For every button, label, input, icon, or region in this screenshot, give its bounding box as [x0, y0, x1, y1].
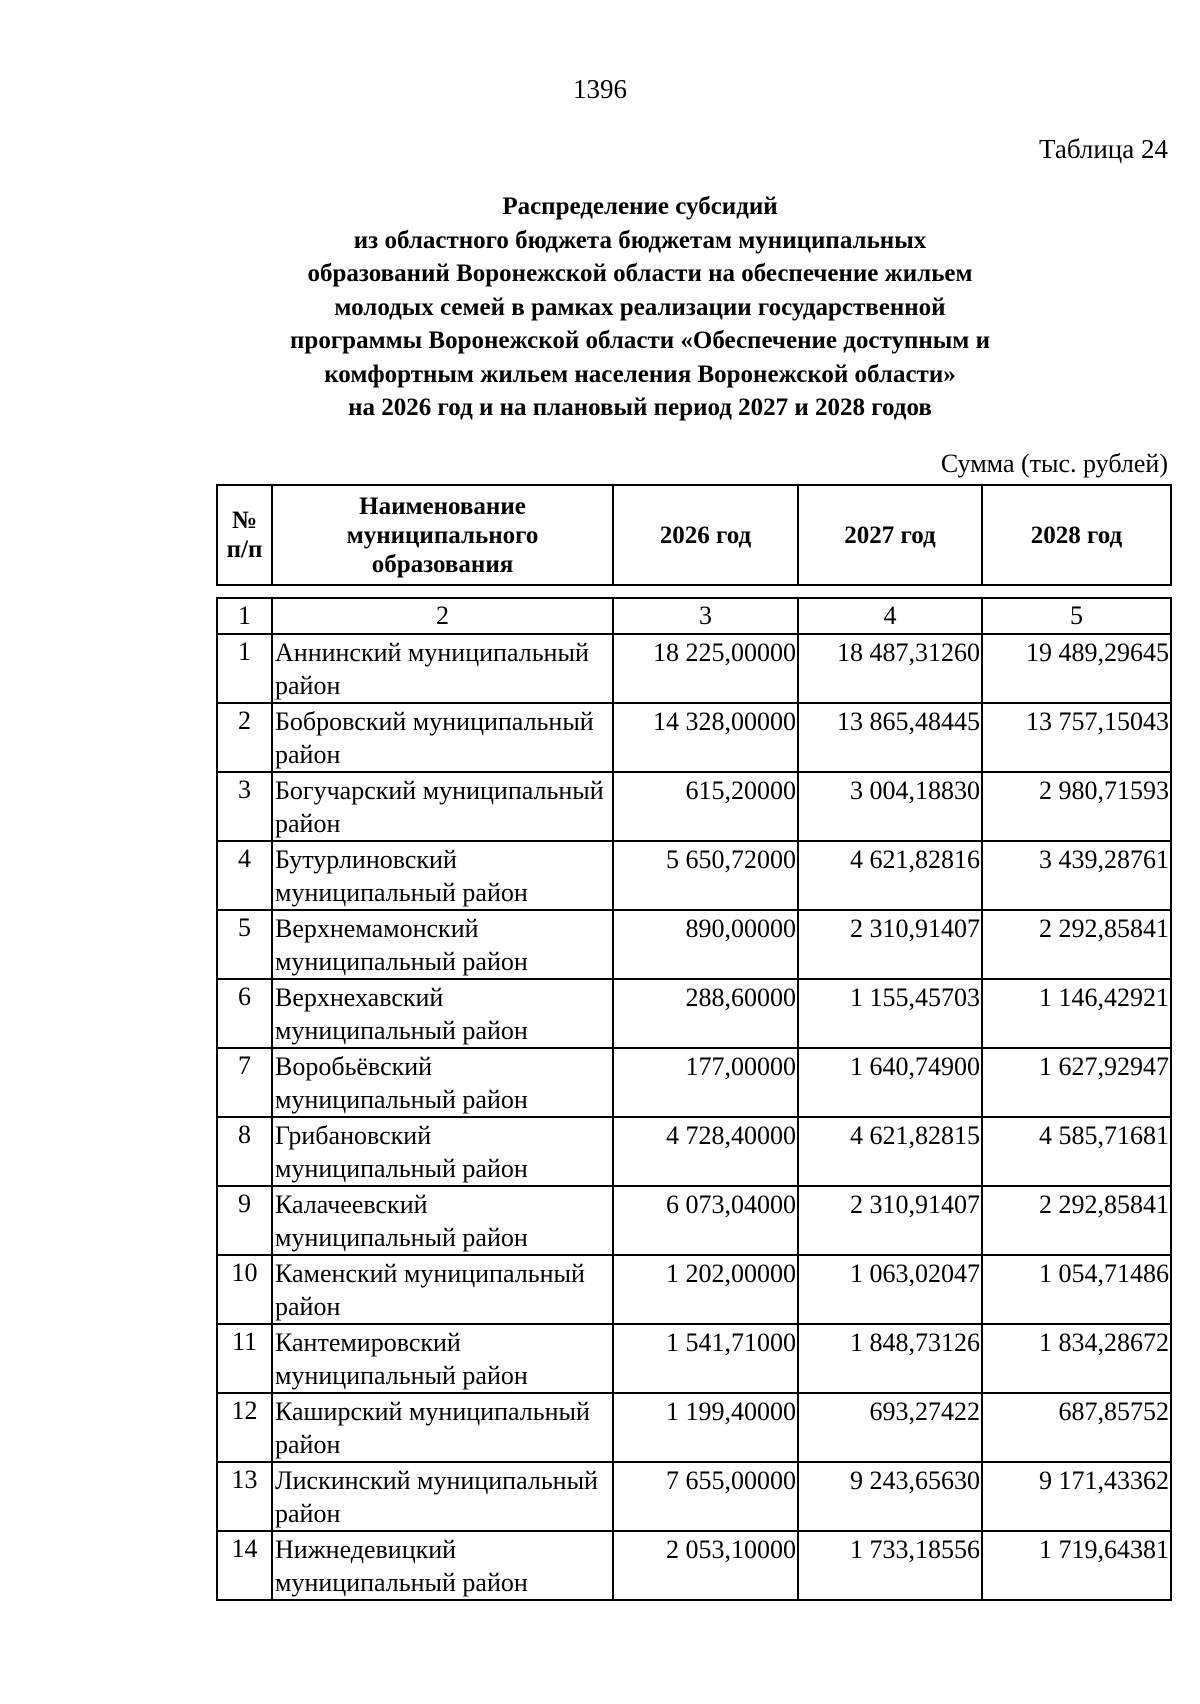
header-2027: 2027 год [798, 485, 982, 585]
value-2026: 2 053,10000 [613, 1531, 798, 1600]
value-2027: 1 640,74900 [798, 1048, 982, 1117]
table-title [220, 190, 1060, 425]
index-row [217, 598, 1171, 634]
page-number: 1396 [573, 74, 627, 104]
municipality-name: Нижнедевицкий муниципальный район [272, 1531, 613, 1600]
value-2027: 2 310,91407 [798, 910, 982, 979]
index-cell: 2 [272, 598, 613, 634]
municipality-name: Воробьёвский муниципальный район [272, 1048, 613, 1117]
value-2027: 1 733,18556 [798, 1531, 982, 1600]
value-2028: 2 980,71593 [982, 772, 1171, 841]
table-row [217, 703, 1171, 772]
index-cell: 4 [798, 598, 982, 634]
value-2026: 1 541,71000 [613, 1324, 798, 1393]
table-row [217, 910, 1171, 979]
table-row [217, 772, 1171, 841]
row-number: 2 [217, 703, 272, 772]
value-2028: 1 146,42921 [982, 979, 1171, 1048]
table-header [216, 484, 1172, 586]
table-label: Таблица 24 [1039, 134, 1168, 164]
table-row [217, 1117, 1171, 1186]
value-2028: 2 292,85841 [982, 1186, 1171, 1255]
value-2026: 890,00000 [613, 910, 798, 979]
header-2026: 2026 год [613, 485, 798, 585]
value-2027: 18 487,31260 [798, 634, 982, 703]
value-2027: 693,27422 [798, 1393, 982, 1462]
value-2028: 4 585,71681 [982, 1117, 1171, 1186]
value-2028: 2 292,85841 [982, 910, 1171, 979]
table-row [217, 1048, 1171, 1117]
value-2027: 9 243,65630 [798, 1462, 982, 1531]
row-number: 9 [217, 1186, 272, 1255]
row-number: 5 [217, 910, 272, 979]
row-number: 13 [217, 1462, 272, 1531]
municipality-name: Аннинский муниципальный район [272, 634, 613, 703]
row-number: 3 [217, 772, 272, 841]
table-row [217, 1531, 1171, 1600]
value-2027: 1 063,02047 [798, 1255, 982, 1324]
value-2026: 615,20000 [613, 772, 798, 841]
row-number: 14 [217, 1531, 272, 1600]
row-number: 10 [217, 1255, 272, 1324]
title-line: Распределение субсидий [502, 193, 778, 220]
value-2026: 5 650,72000 [613, 841, 798, 910]
value-2028: 9 171,43362 [982, 1462, 1171, 1531]
value-2026: 1 202,00000 [613, 1255, 798, 1324]
value-2026: 18 225,00000 [613, 634, 798, 703]
table-row [217, 1186, 1171, 1255]
header-name: Наименование муниципального образования [272, 485, 613, 585]
municipality-name: Каширский муниципальный район [272, 1393, 613, 1462]
municipality-name: Верхнехавский муниципальный район [272, 979, 613, 1048]
value-2027: 1 848,73126 [798, 1324, 982, 1393]
municipality-name: Грибановский муниципальный район [272, 1117, 613, 1186]
header-num: № п/п [217, 485, 272, 585]
title-line: из областного бюджета бюджетам муниципальных [353, 226, 927, 254]
table-row [217, 1393, 1171, 1462]
row-number: 1 [217, 634, 272, 703]
value-2026: 6 073,04000 [613, 1186, 798, 1255]
table-row [217, 979, 1171, 1048]
municipality-name: Бутурлиновский муниципальный район [272, 841, 613, 910]
table-row [217, 1324, 1171, 1393]
value-2028: 1 627,92947 [982, 1048, 1171, 1117]
value-2026: 1 199,40000 [613, 1393, 798, 1462]
title-line: программы Воронежской области «Обеспечение доступным и [290, 327, 990, 354]
value-2026: 7 655,00000 [613, 1462, 798, 1531]
row-number: 12 [217, 1393, 272, 1462]
header-2028: 2028 год [982, 485, 1171, 585]
title-line: молодых семей в рамках реализации государственной [334, 293, 946, 321]
table-row [217, 634, 1171, 703]
row-number: 6 [217, 979, 272, 1048]
municipality-name: Калачеевский муниципальный район [272, 1186, 613, 1255]
table-row [217, 1462, 1171, 1531]
value-2027: 3 004,18830 [798, 772, 982, 841]
title-line: образований Воронежской области на обеспечение жильем [307, 260, 973, 287]
municipality-name: Лискинский муниципальный район [272, 1462, 613, 1531]
units-label: Сумма (тыс. рублей) [940, 449, 1168, 478]
value-2028: 1 054,71486 [982, 1255, 1171, 1324]
municipality-name: Богучарский муниципальный район [272, 772, 613, 841]
row-number: 8 [217, 1117, 272, 1186]
municipality-name: Кантемировский муниципальный район [272, 1324, 613, 1393]
value-2026: 14 328,00000 [613, 703, 798, 772]
value-2028: 1 834,28672 [982, 1324, 1171, 1393]
value-2028: 19 489,29645 [982, 634, 1171, 703]
index-cell: 3 [613, 598, 798, 634]
value-2027: 4 621,82815 [798, 1117, 982, 1186]
value-2026: 4 728,40000 [613, 1117, 798, 1186]
value-2027: 4 621,82816 [798, 841, 982, 910]
value-2027: 13 865,48445 [798, 703, 982, 772]
table-row [217, 841, 1171, 910]
value-2026: 288,60000 [613, 979, 798, 1048]
index-cell: 1 [217, 598, 272, 634]
index-cell: 5 [982, 598, 1171, 634]
municipality-name: Каменский муниципальный район [272, 1255, 613, 1324]
row-number: 11 [217, 1324, 272, 1393]
value-2026: 177,00000 [613, 1048, 798, 1117]
value-2027: 1 155,45703 [798, 979, 982, 1048]
data-table [216, 597, 1172, 1601]
row-number: 7 [217, 1048, 272, 1117]
value-2028: 13 757,15043 [982, 703, 1171, 772]
value-2027: 2 310,91407 [798, 1186, 982, 1255]
value-2028: 3 439,28761 [982, 841, 1171, 910]
value-2028: 687,85752 [982, 1393, 1171, 1462]
title-line: комфортным жильем населения Воронежской области» [324, 360, 956, 388]
header-row [217, 485, 1171, 585]
municipality-name: Верхнемамонский муниципальный район [272, 910, 613, 979]
title-line: на 2026 год и на плановый период 2027 и 2028 годов [348, 394, 932, 421]
municipality-name: Бобровский муниципальный район [272, 703, 613, 772]
value-2028: 1 719,64381 [982, 1531, 1171, 1600]
table-row [217, 1255, 1171, 1324]
row-number: 4 [217, 841, 272, 910]
